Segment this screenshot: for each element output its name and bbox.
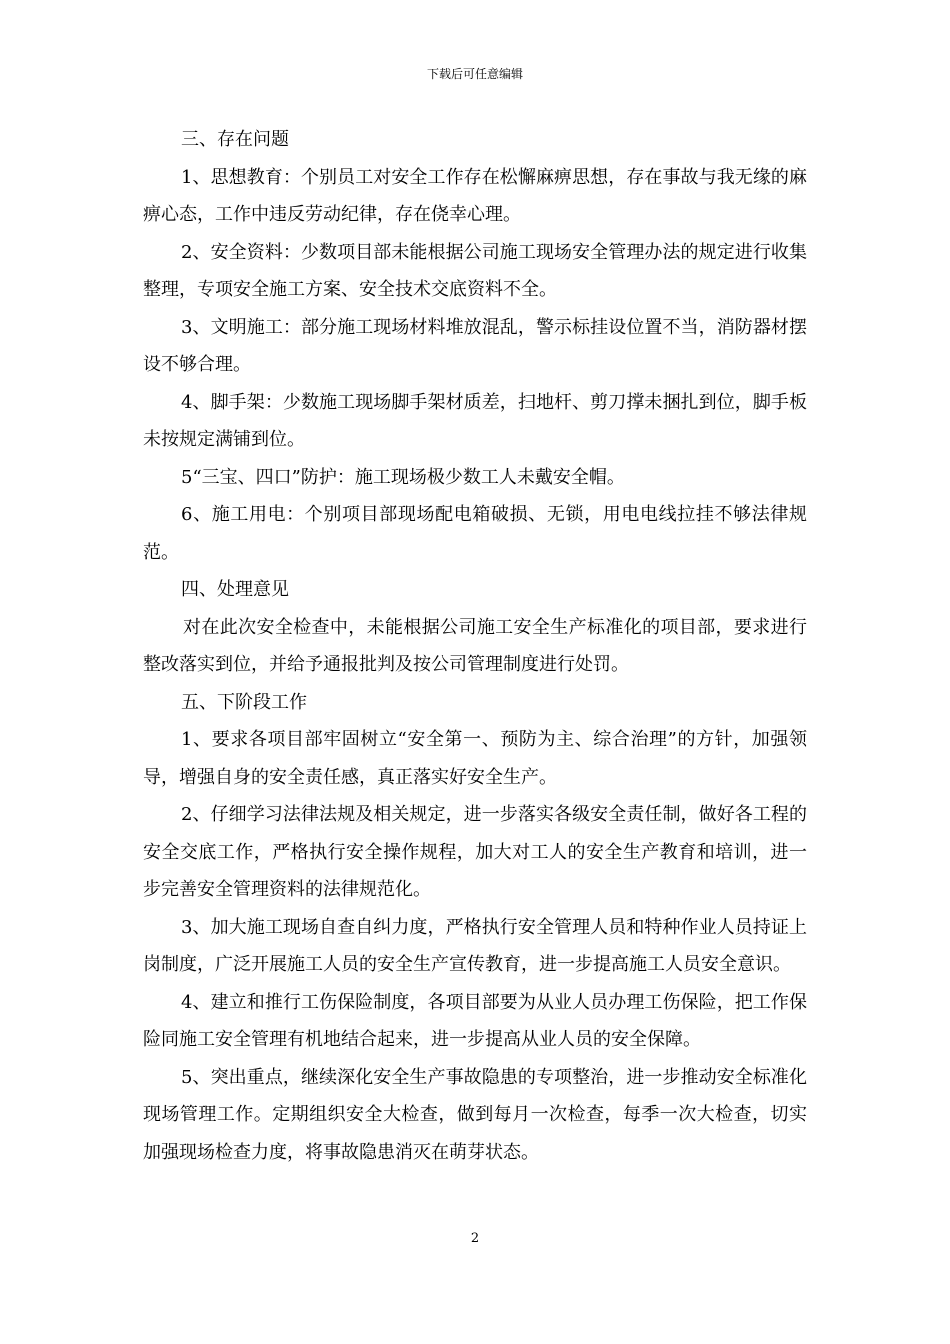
- paragraph-next-stage-3: 3、加大施工现场自查自纠力度，严格执行安全管理人员和特种作业人员持证上岗制度，广泛开展施工人员的安全生产宣传教育，进一步提高施工人员安全意识。: [143, 916, 807, 975]
- paragraph-next-stage-4: 4、建立和推行工伤保险制度，各项目部要为从业人员办理工伤保险，把工作保险同施工安全管理有机地结合起来，进一步提高从业人员的安全保障。: [143, 991, 807, 1050]
- paragraph-next-stage-5: 5、突出重点，继续深化安全生产事故隐患的专项整治，进一步推动安全标准化现场管理工作。定期组织安全大检查，做到每月一次检查，每季一次大检查，切实加强现场检查力度，将事故隐患消灭在萌芽状态。: [143, 1066, 807, 1163]
- paragraph-safety-documents: 2、安全资料：少数项目部未能根据公司施工现场安全管理办法的规定进行收集整理，专项安全施工方案、安全技术交底资料不全。: [143, 241, 807, 300]
- document-body: [143, 121, 807, 1171]
- paragraph-ideological-education: 1、思想教育：个别员工对安全工作存在松懈麻痹思想，存在事故与我无缘的麻痹心态，工作中违反劳动纪律，存在侥幸心理。: [143, 166, 807, 225]
- paragraph-next-stage-1: 1、要求各项目部牢固树立“安全第一、预防为主、综合治理”的方针，加强领导，增强自身的安全责任感，真正落实好安全生产。: [143, 729, 807, 788]
- page-number: 2: [470, 1231, 480, 1246]
- section-heading-next-stage: 五、下阶段工作: [181, 691, 307, 713]
- paragraph-scaffolding: 4、脚手架：少数施工现场脚手架材质差，扫地杆、剪刀撑未捆扎到位，脚手板未按规定满铺到位。: [143, 391, 807, 450]
- paragraph-handling-opinion: 对在此次安全检查中，未能根据公司施工安全生产标准化的项目部，要求进行整改落实到位，并给予通报批判及按公司管理制度进行处罚。: [143, 616, 807, 675]
- section-heading-handling: 四、处理意见: [181, 579, 289, 600]
- paragraph-protection: 5“三宝、四口”防护：施工现场极少数工人未戴安全帽。: [181, 466, 625, 488]
- paragraph-electricity: 6、施工用电：个别项目部现场配电箱破损、无锁，用电电线拉挂不够法律规范。: [143, 504, 807, 563]
- page-header: 下载后可任意编辑: [426, 67, 523, 81]
- paragraph-next-stage-2: 2、仔细学习法律法规及相关规定，进一步落实各级安全责任制，做好各工程的安全交底工作，严格执行安全操作规程，加大对工人的安全生产教育和培训，进一步完善安全管理资料的法律规范化。: [143, 804, 807, 900]
- section-heading-problems: 三、存在问题: [181, 129, 289, 150]
- paragraph-civilized-construction: 3、文明施工：部分施工现场材料堆放混乱，警示标挂设位置不当，消防器材摆设不够合理。: [143, 316, 807, 375]
